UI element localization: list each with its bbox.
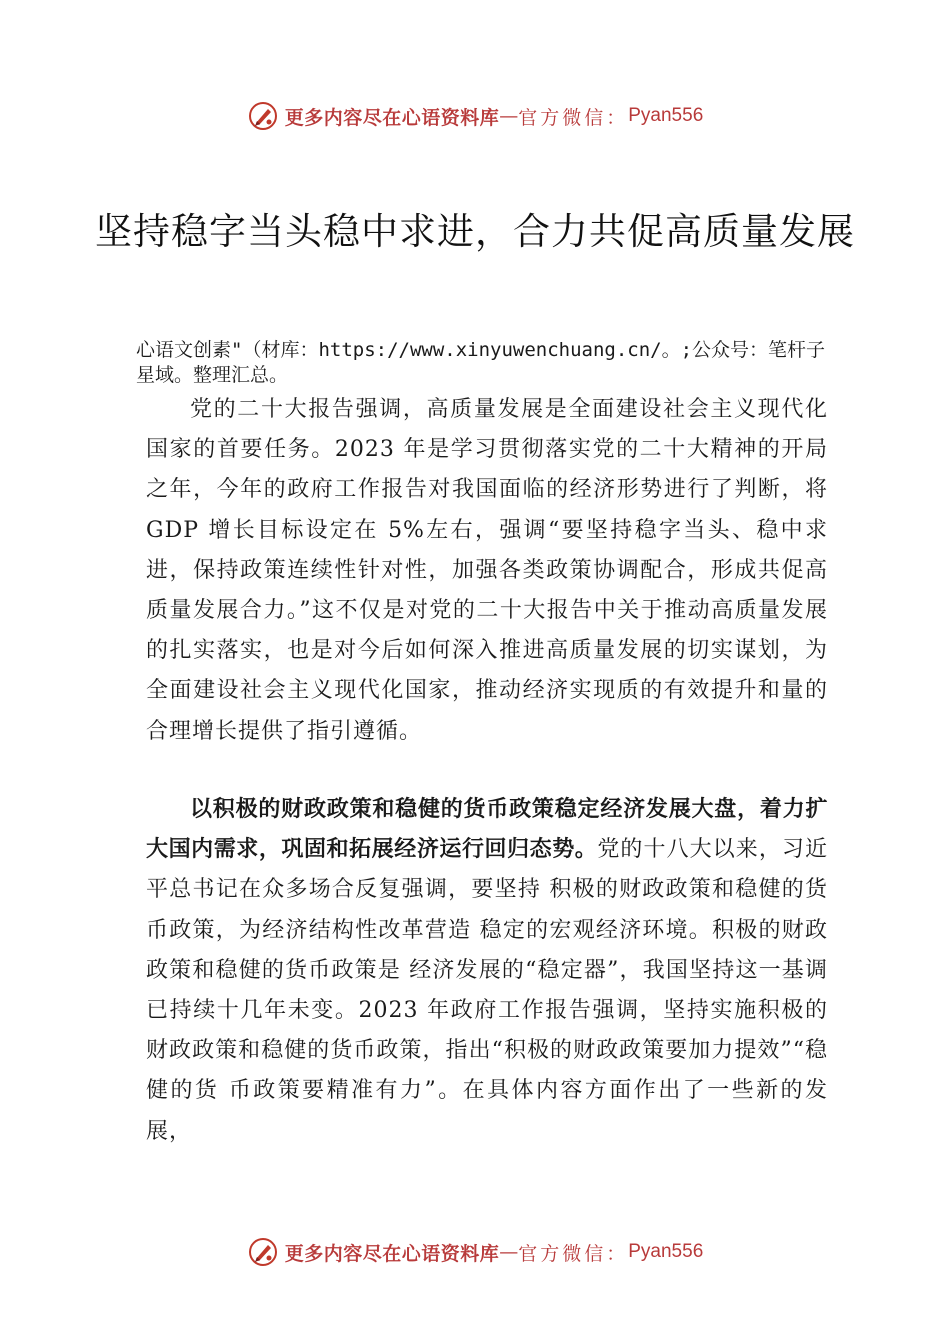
body-paragraph-1: 党的二十大报告强调，高质量发展是全面建设社会主义现代化国家的首要任务。2023 年是学习贯彻落实党的二十大精神的开局之年，今年的政府工作报告对我国面临的经济形势进行了判断，将 GDP 增长目标设定在 5%左右，强调“要坚持稳字当头、稳中求进，保持政策连续性针对性，加强各类政策协调配合，形成共促高质量发展合力。”这不仅是对党的二十大报告中关于推动高质量发展的扎实落实，也是对今后如何深入推进高质量发展的切实谋划，为全面建设社会主义现代化国家，推动经济实现质的有效提升和量的合理增长提供了指引遵循。 xyxy=(146,397,828,744)
source-note: 心语文创素"（材库：https://www.xinyuwenchuang.cn/。;公众号：笔杆子星域。整理汇总。 xyxy=(136,339,826,386)
pen-seal-logo-icon xyxy=(247,100,279,132)
document-title: 坚持稳字当头稳中求进，合力共促高质量发展 xyxy=(95,210,855,253)
library-promo-text: 更多内容尽在心语资料库 xyxy=(284,106,500,129)
wechat-label: 官方微信： xyxy=(518,106,629,129)
wechat-id: Pyan556 xyxy=(628,105,704,126)
paragraph-2-body: 党的十八大以来，习近平总书记在众多场合反复强调，要坚持 积极的财政政策和稳健的货币政策，为经济结构性改革营造 稳定的宏观经济环境。积极的财政政策和稳健的货币政策是 经济发展的“稳定器”，我国坚持这一基调已持续十几年未变。2023 年政府工作报告强调，坚持实施积极的财政政策和稳健的货币政策，指出“积极的财政政策要加力提效”“稳健的货 币政策要精准有力”。在具体内容方面作出了一些新的发展， xyxy=(146,837,828,1144)
wechat-label: 官方微信： xyxy=(518,1242,629,1265)
library-promo-text: 更多内容尽在心语资料库 xyxy=(284,1242,500,1265)
footer-banner xyxy=(0,1232,950,1272)
banner-dash: — xyxy=(499,1241,519,1263)
pen-seal-logo-icon xyxy=(247,1236,279,1268)
header-banner xyxy=(0,96,950,136)
banner-dash: — xyxy=(499,105,519,127)
wechat-id: Pyan556 xyxy=(628,1241,704,1262)
paragraph-2-lead: 以积极的财政政策和稳健的货币政策稳定经济发展大盘，着力扩大国内需求，巩固和拓展经济运行回归态势。 xyxy=(146,797,828,863)
body-paragraph-2 xyxy=(146,790,828,1152)
